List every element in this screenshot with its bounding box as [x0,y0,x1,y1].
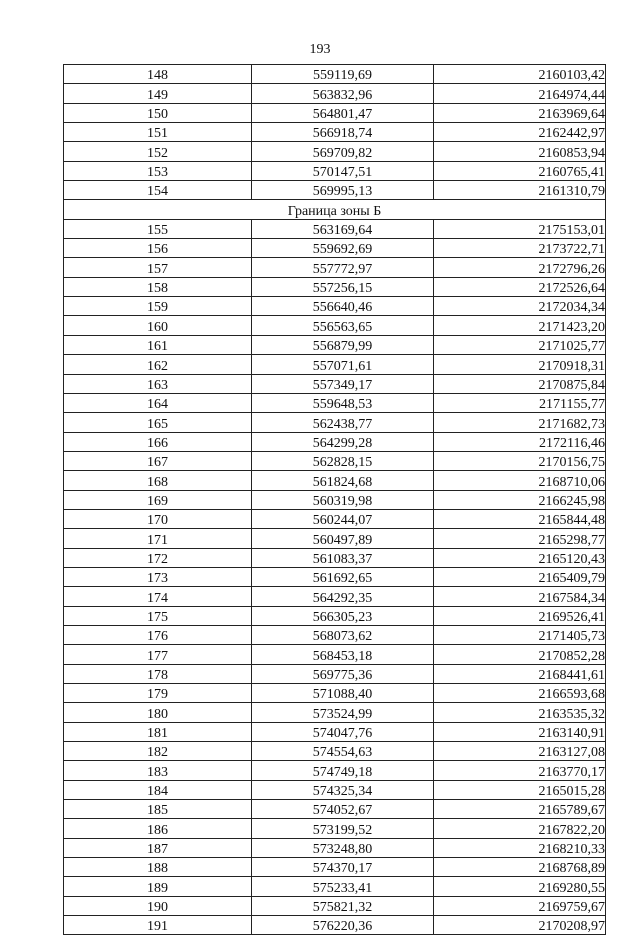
x-coordinate-cell: 564801,47 [252,103,434,122]
y-coordinate-cell: 2165844,48 [434,509,606,528]
y-coordinate-cell: 2164974,44 [434,84,606,103]
point-number-cell: 178 [64,664,252,683]
table-row [64,567,606,586]
point-number-cell: 180 [64,703,252,722]
y-coordinate-cell: 2167822,20 [434,819,606,838]
point-number-cell: 153 [64,161,252,180]
y-coordinate-cell: 2170208,97 [434,916,606,935]
table-row [64,606,606,625]
table-row [64,413,606,432]
y-coordinate-cell: 2163127,08 [434,742,606,761]
point-number-cell: 182 [64,742,252,761]
point-number-cell: 154 [64,181,252,200]
point-number-cell: 159 [64,297,252,316]
point-number-cell: 185 [64,800,252,819]
y-coordinate-cell: 2165409,79 [434,567,606,586]
table-row [64,161,606,180]
y-coordinate-cell: 2171155,77 [434,393,606,412]
y-coordinate-cell: 2169526,41 [434,606,606,625]
point-number-cell: 179 [64,684,252,703]
y-coordinate-cell: 2172116,46 [434,432,606,451]
x-coordinate-cell: 560319,98 [252,490,434,509]
point-number-cell: 169 [64,490,252,509]
table-row [64,703,606,722]
x-coordinate-cell: 563832,96 [252,84,434,103]
table-row [64,877,606,896]
x-coordinate-cell: 561824,68 [252,471,434,490]
x-coordinate-cell: 570147,51 [252,161,434,180]
y-coordinate-cell: 2168768,89 [434,858,606,877]
y-coordinate-cell: 2160103,42 [434,65,606,84]
table-row [64,548,606,567]
table-row [64,374,606,393]
point-number-cell: 164 [64,393,252,412]
table-row [64,490,606,509]
table-row [64,277,606,296]
point-number-cell: 184 [64,780,252,799]
point-number-cell: 152 [64,142,252,161]
table-row [64,819,606,838]
y-coordinate-cell: 2165789,67 [434,800,606,819]
y-coordinate-cell: 2165015,28 [434,780,606,799]
x-coordinate-cell: 561083,37 [252,548,434,567]
point-number-cell: 190 [64,896,252,915]
table-row [64,103,606,122]
x-coordinate-cell: 559119,69 [252,65,434,84]
table-row [64,858,606,877]
x-coordinate-cell: 564299,28 [252,432,434,451]
x-coordinate-cell: 556879,99 [252,335,434,354]
x-coordinate-cell: 556640,46 [252,297,434,316]
x-coordinate-cell: 561692,65 [252,567,434,586]
point-number-cell: 181 [64,722,252,741]
x-coordinate-cell: 568453,18 [252,645,434,664]
point-number-cell: 173 [64,567,252,586]
table-row [64,761,606,780]
x-coordinate-cell: 574325,34 [252,780,434,799]
y-coordinate-cell: 2171405,73 [434,625,606,644]
table-row [64,316,606,335]
point-number-cell: 167 [64,451,252,470]
point-number-cell: 150 [64,103,252,122]
y-coordinate-cell: 2163535,32 [434,703,606,722]
x-coordinate-cell: 559648,53 [252,393,434,412]
point-number-cell: 156 [64,239,252,258]
point-number-cell: 148 [64,65,252,84]
table-row [64,471,606,490]
point-number-cell: 160 [64,316,252,335]
point-number-cell: 186 [64,819,252,838]
y-coordinate-cell: 2160765,41 [434,161,606,180]
point-number-cell: 189 [64,877,252,896]
table-row [64,84,606,103]
y-coordinate-cell: 2170875,84 [434,374,606,393]
y-coordinate-cell: 2166245,98 [434,490,606,509]
table-row [64,742,606,761]
point-number-cell: 166 [64,432,252,451]
x-coordinate-cell: 562438,77 [252,413,434,432]
y-coordinate-cell: 2171682,73 [434,413,606,432]
y-coordinate-cell: 2173722,71 [434,239,606,258]
y-coordinate-cell: 2170918,31 [434,355,606,374]
point-number-cell: 158 [64,277,252,296]
x-coordinate-cell: 563169,64 [252,219,434,238]
point-number-cell: 170 [64,509,252,528]
y-coordinate-cell: 2166593,68 [434,684,606,703]
x-coordinate-cell: 575233,41 [252,877,434,896]
x-coordinate-cell: 564292,35 [252,587,434,606]
point-number-cell: 162 [64,355,252,374]
table-row [64,529,606,548]
y-coordinate-cell: 2171025,77 [434,335,606,354]
x-coordinate-cell: 573248,80 [252,838,434,857]
zone-heading: Граница зоны Б [64,200,606,219]
x-coordinate-cell: 569995,13 [252,181,434,200]
x-coordinate-cell: 569709,82 [252,142,434,161]
x-coordinate-cell: 574052,67 [252,800,434,819]
table-row [64,258,606,277]
table-row [64,800,606,819]
x-coordinate-cell: 573524,99 [252,703,434,722]
table-row [64,896,606,915]
x-coordinate-cell: 574554,63 [252,742,434,761]
y-coordinate-cell: 2168710,06 [434,471,606,490]
y-coordinate-cell: 2169759,67 [434,896,606,915]
page-number: 193 [309,42,331,57]
y-coordinate-cell: 2172526,64 [434,277,606,296]
x-coordinate-cell: 574047,76 [252,722,434,741]
x-coordinate-cell: 566305,23 [252,606,434,625]
y-coordinate-cell: 2167584,34 [434,587,606,606]
x-coordinate-cell: 557256,15 [252,277,434,296]
coordinates-table [63,64,606,935]
table-row [64,838,606,857]
point-number-cell: 176 [64,625,252,644]
x-coordinate-cell: 566918,74 [252,123,434,142]
point-number-cell: 149 [64,84,252,103]
y-coordinate-cell: 2163140,91 [434,722,606,741]
y-coordinate-cell: 2163770,17 [434,761,606,780]
table-row [64,335,606,354]
x-coordinate-cell: 568073,62 [252,625,434,644]
y-coordinate-cell: 2175153,01 [434,219,606,238]
y-coordinate-cell: 2169280,55 [434,877,606,896]
coordinates-table-body [64,65,606,935]
x-coordinate-cell: 559692,69 [252,239,434,258]
x-coordinate-cell: 575821,32 [252,896,434,915]
table-row [64,587,606,606]
point-number-cell: 187 [64,838,252,857]
table-row [64,297,606,316]
x-coordinate-cell: 560244,07 [252,509,434,528]
point-number-cell: 191 [64,916,252,935]
x-coordinate-cell: 557349,17 [252,374,434,393]
point-number-cell: 174 [64,587,252,606]
y-coordinate-cell: 2160853,94 [434,142,606,161]
table-row [64,123,606,142]
table-row [64,645,606,664]
point-number-cell: 155 [64,219,252,238]
x-coordinate-cell: 569775,36 [252,664,434,683]
table-row [64,916,606,935]
table-row [64,432,606,451]
y-coordinate-cell: 2162442,97 [434,123,606,142]
point-number-cell: 161 [64,335,252,354]
x-coordinate-cell: 556563,65 [252,316,434,335]
point-number-cell: 172 [64,548,252,567]
y-coordinate-cell: 2170852,28 [434,645,606,664]
y-coordinate-cell: 2168441,61 [434,664,606,683]
x-coordinate-cell: 557772,97 [252,258,434,277]
y-coordinate-cell: 2172034,34 [434,297,606,316]
point-number-cell: 165 [64,413,252,432]
table-row [64,684,606,703]
table-row [64,451,606,470]
table-row [64,181,606,200]
point-number-cell: 183 [64,761,252,780]
table-row [64,664,606,683]
y-coordinate-cell: 2165120,43 [434,548,606,567]
table-row [64,625,606,644]
table-row [64,509,606,528]
table-row [64,355,606,374]
zone-heading-row [64,200,606,219]
point-number-cell: 157 [64,258,252,277]
y-coordinate-cell: 2165298,77 [434,529,606,548]
table-row [64,219,606,238]
table-row [64,780,606,799]
table-row [64,65,606,84]
point-number-cell: 151 [64,123,252,142]
y-coordinate-cell: 2168210,33 [434,838,606,857]
point-number-cell: 177 [64,645,252,664]
x-coordinate-cell: 571088,40 [252,684,434,703]
table-row [64,142,606,161]
table-row [64,722,606,741]
x-coordinate-cell: 560497,89 [252,529,434,548]
x-coordinate-cell: 574370,17 [252,858,434,877]
point-number-cell: 171 [64,529,252,548]
x-coordinate-cell: 576220,36 [252,916,434,935]
x-coordinate-cell: 573199,52 [252,819,434,838]
point-number-cell: 188 [64,858,252,877]
table-row [64,393,606,412]
y-coordinate-cell: 2170156,75 [434,451,606,470]
x-coordinate-cell: 574749,18 [252,761,434,780]
y-coordinate-cell: 2172796,26 [434,258,606,277]
y-coordinate-cell: 2161310,79 [434,181,606,200]
point-number-cell: 168 [64,471,252,490]
table-row [64,239,606,258]
x-coordinate-cell: 562828,15 [252,451,434,470]
x-coordinate-cell: 557071,61 [252,355,434,374]
y-coordinate-cell: 2171423,20 [434,316,606,335]
point-number-cell: 175 [64,606,252,625]
y-coordinate-cell: 2163969,64 [434,103,606,122]
point-number-cell: 163 [64,374,252,393]
